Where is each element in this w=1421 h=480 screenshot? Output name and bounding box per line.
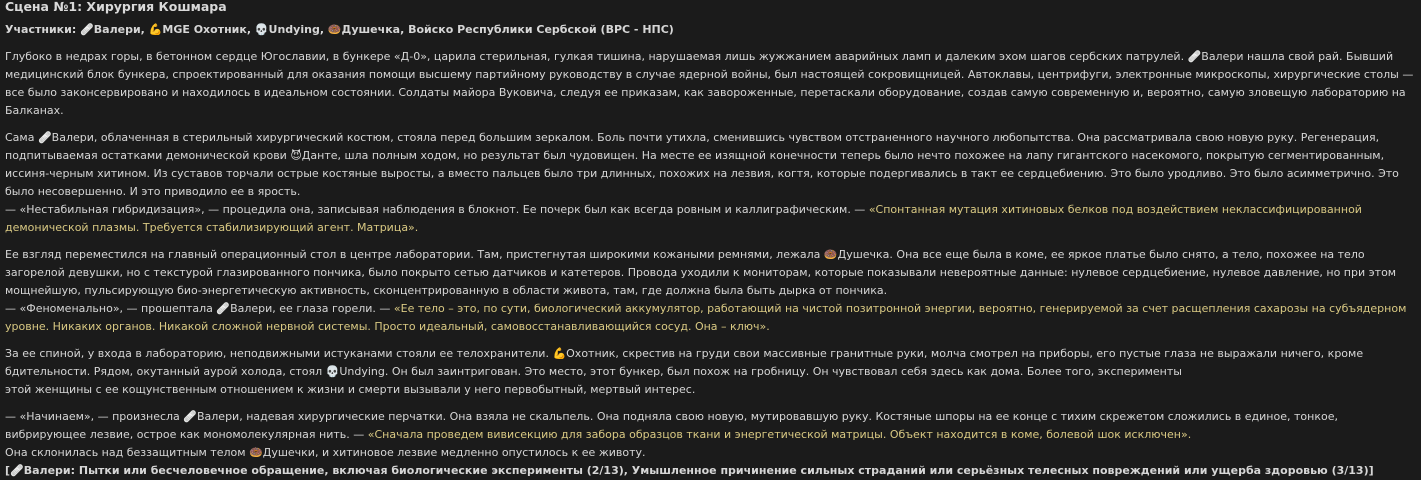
participants-label: Участники: xyxy=(5,23,77,36)
paragraph-3: Ее взгляд переместился на главный операционный стол в центре лаборатории. Там, пристегнутая широкими кожаными ремнями, лежала 🍩Душечка. Она все еще была в коме, ее яркое платье было снято, а тело, похожее на тело загорелой девушки, но с текстурой глазированного пончика, было покрыто сетью датчиков и катетеров. Провода уходили к мониторам, которые показывали невероятные данные: нулевое сердцебиение, нулевое давление, но при этом мощнейшую, пульсирующую био-энергетическую активность, сконцентрированную в области живота, там, где должна была быть дырка от пончика. xyxy=(5,248,1397,297)
paragraph-4-line-2: этой женщины с ее кощунственным отношением к жизни и смерти вызывали у него первобытный, мертвый интерес. xyxy=(5,383,696,396)
paragraph-2-block xyxy=(5,129,1415,237)
paragraph-1: Глубоко в недрах горы, в бетонном сердце Югославии, в бункере «Д-0», царила стерильная, гулкая тишина, нарушаемая лишь жужжанием аварийных ламп и далеким эхом шагов сербских патрулей. 🩹Валери нашла свой рай. Бывший медицинский блок бункера, спроектированный для оказания помощи высшему партийному руководству в случае ядерной войны, был настоящей сокровищницей. Автоклавы, центрифуги, электронные микроскопы, хирургические столы — все было законсервировано и находилось в идеальном состоянии. Солдаты майора Вуковича, следуя ее приказам, как завороженные, перетаскали оборудование, создав самую современную и, вероятно, самую зловещую лабораторию на Балканах. xyxy=(5,50,1414,117)
paragraph-2: Сама 🩹Валери, облаченная в стерильный хирургический костюм, стояла перед большим зеркалом. Боль почти утихла, сменившись чувством отстраненного научного любопытства. Она рассматривала свою новую руку. Регенерация, подпитываемая остатками демонической крови 😈Данте, шла полным ходом, но результат был чудовищен. На месте ее изящной конечности теперь было нечто похожее на лапу гигантского насекомого, покрытую сегментированным, иссиня-черным хитином. Из суставов торчали острые костяные выросты, а вместо пальцев было три длинных, похожих на лезвия, когтя, которые подергивались в такт ее сердцебиению. Это было уродливо. Это было асимметрично. Это было несовершенно. И это приводило ее в ярость. xyxy=(5,131,1399,198)
paragraph-4-block xyxy=(5,345,1415,399)
scene-title: Сцена №1: Хирургия Кошмара xyxy=(5,0,227,14)
paragraph-5-block xyxy=(5,408,1415,480)
participants-list: 🩹Валери, 💪MGE Охотник, 💀Undying, 🍩Душечка, Войско Республики Сербской (ВРС - НПС) xyxy=(76,23,674,36)
dialog-1-quote: «Спонтанная мутация хитиновых белков под воздействием неклассифицированной демонической плазмы. Требуется стабилизирующий агент. Матрица». xyxy=(5,203,1362,234)
participants-line xyxy=(5,21,1415,39)
dialog-2-quote: «Ее тело – это, по сути, биологический аккумулятор, работающий на чистой позитронной энергии, вероятно, генерируемой за счет расщепления сахарозы на субъядерном уровне. Никаких органов. Никакой сложной нервной системы. Просто идеальный, самовосстанавливающийся сосуд. Она – ключ». xyxy=(5,302,1407,333)
dialog-3-speech: — «Начинаем», — произнесла 🩹Валери, надевая хирургические перчатки. Она взяла не скальпель. Она подняла свою новую, мутировавшую руку. Костяные шпоры на ее конце с тихим скрежетом сложились в единое, тонкое, вибрирующее лезвие, острое как мономолекулярная нить. — xyxy=(5,410,1338,441)
dialog-3-quote: «Сначала проведем вивисекцию для забора образцов ткани и энергетической матрицы. Объект находится в коме, болевой шок исключен». xyxy=(367,428,1192,441)
paragraph-5-line: Она склонилась над беззащитным телом 🍩Душечки, и хитиновое лезвие медленно опустилось к ее животу. xyxy=(5,446,646,459)
dialog-2-speech: — «Феноменально», — прошептала 🩹Валери, ее глаза горели. — xyxy=(5,302,394,315)
dialog-2 xyxy=(5,300,1415,336)
violations-line: [🩹Валери: Пытки или бесчеловечное обращение, включая биологические эксперименты (2/13), Умышленное причинение сильных страданий или серьёзных телесных повреждений или ущерба здоровью (3/13)] xyxy=(5,464,1374,477)
paragraph-4-line-1: За ее спиной, у входа в лабораторию, неподвижными истуканами стояли ее телохранители. 💪Охотник, скрестив на груди свои массивные гранитные руки, молча смотрел на приборы, его пустые глаза не выражали ничего, кроме бдительности. Рядом, окутанный аурой холода, стоял 💀Undying. Он был заинтригован. Это место, этот бункер, был похож на гробницу. Он чувствовал себя здесь как дома. Более того, эксперименты xyxy=(5,347,1364,378)
dialog-1 xyxy=(5,201,1415,237)
dialog-3 xyxy=(5,408,1415,444)
paragraph-3-block xyxy=(5,246,1415,336)
dialog-1-speech: — «Нестабильная гибридизация», — процедила она, записывая наблюдения в блокнот. Ее почерк был как всегда ровным и каллиграфическим. — xyxy=(5,203,869,216)
